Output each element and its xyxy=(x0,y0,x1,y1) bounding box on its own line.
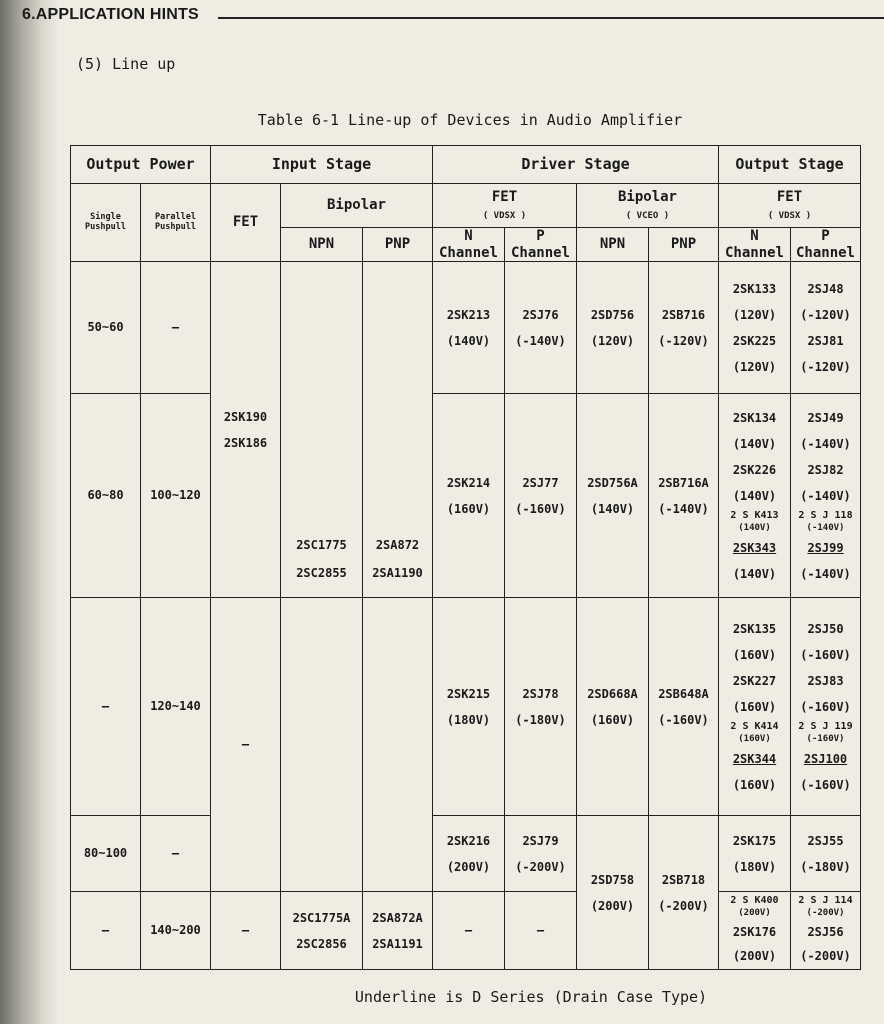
header-single-pushpull: Single Pushpull xyxy=(71,184,141,262)
header-input-npn: NPN xyxy=(281,228,363,262)
driver-npn-cell: 2SD756A (140V) xyxy=(577,394,649,598)
header-driver-npn: NPN xyxy=(577,228,649,262)
single-pushpull-cell: — xyxy=(71,598,141,816)
header-driver-bipolar-label: Bipolar xyxy=(617,189,677,206)
header-driver-stage: Driver Stage xyxy=(433,146,719,184)
parallel-pushpull-cell: 100~120 xyxy=(141,394,211,598)
single-pushpull-cell: 80~100 xyxy=(71,816,141,892)
header-driver-bipolar xyxy=(577,184,719,228)
header-driver-p-channel: P Channel xyxy=(505,228,577,262)
input-pnp-lower-empty xyxy=(363,598,433,892)
table-row xyxy=(71,262,861,394)
table-row xyxy=(71,394,861,598)
output-n-channel-cell: 2SK135 (160V) 2SK227 (160V) 2 S K414 (160V) 2SK344 (160V) xyxy=(719,598,791,816)
header-rule xyxy=(218,17,884,19)
table-row xyxy=(71,816,861,892)
output-p-channel-cell: 2 S J 114 (-200V) 2SJ56 (-200V) xyxy=(791,892,861,970)
input-npn-cell: 2SC1775A 2SC2856 xyxy=(281,892,363,970)
header-output-fet-sub: ( VDSX ) xyxy=(767,210,812,221)
output-n-channel-cell: 2SK133 (120V) 2SK225 (120V) xyxy=(719,262,791,394)
input-npn-lower-empty xyxy=(281,598,363,892)
header-input-fet: FET xyxy=(211,184,281,262)
table-row xyxy=(71,598,861,816)
table-row xyxy=(71,892,861,970)
single-pushpull-cell: — xyxy=(71,892,141,970)
header-output-fet-label: FET xyxy=(776,189,803,206)
header-output-p-channel: P Channel xyxy=(791,228,861,262)
section-title: (5) Line up xyxy=(76,55,176,73)
single-pushpull-cell: 50~60 xyxy=(71,262,141,394)
input-fet-lower-cell: — xyxy=(211,598,281,892)
parallel-pushpull-cell: — xyxy=(141,262,211,394)
output-p-channel-cell: 2SJ50 (-160V) 2SJ83 (-160V) 2 S J 119 (-160V) 2SJ100 (-160V) xyxy=(791,598,861,816)
parallel-pushpull-cell: 120~140 xyxy=(141,598,211,816)
driver-pnp-cell: 2SB716A (-140V) xyxy=(649,394,719,598)
output-p-channel-cell: 2SJ48 (-120V) 2SJ81 (-120V) xyxy=(791,262,861,394)
header-driver-fet-sub: ( VDSX ) xyxy=(482,210,527,221)
output-p-channel-cell: 2SJ49 (-140V) 2SJ82 (-140V) 2 S J 118 (-140V) 2SJ99 (-140V) xyxy=(791,394,861,598)
driver-pnp-lower-cell: 2SB718 (-200V) xyxy=(649,816,719,970)
driver-n-channel-cell: — xyxy=(433,892,505,970)
header-output-stage: Output Stage xyxy=(719,146,861,184)
book-binding-shadow xyxy=(0,0,60,1024)
driver-p-channel-cell: 2SJ76 (-140V) xyxy=(505,262,577,394)
header-output-fet xyxy=(719,184,861,228)
header-input-bipolar: Bipolar xyxy=(281,184,433,228)
driver-p-channel-cell: 2SJ77 (-160V) xyxy=(505,394,577,598)
header-parallel-pushpull: Parallel Pushpull xyxy=(141,184,211,262)
table-footnote: Underline is D Series (Drain Case Type) xyxy=(354,988,708,1006)
header-driver-pnp: PNP xyxy=(649,228,719,262)
driver-npn-lower-cell: 2SD758 (200V) xyxy=(577,816,649,970)
header-output-power: Output Power xyxy=(71,146,211,184)
header-output-n-channel: N Channel xyxy=(719,228,791,262)
driver-p-channel-cell: — xyxy=(505,892,577,970)
header-input-stage: Input Stage xyxy=(211,146,433,184)
header-driver-fet xyxy=(433,184,577,228)
header-driver-bipolar-sub: ( VCEO ) xyxy=(625,210,670,221)
parallel-pushpull-cell: — xyxy=(141,816,211,892)
driver-n-channel-cell: 2SK214 (160V) xyxy=(433,394,505,598)
driver-n-channel-cell: 2SK213 (140V) xyxy=(433,262,505,394)
header-input-pnp: PNP xyxy=(363,228,433,262)
header-driver-fet-label: FET xyxy=(491,189,518,206)
driver-n-channel-cell: 2SK216 (200V) xyxy=(433,816,505,892)
driver-pnp-cell: 2SB716 (-120V) xyxy=(649,262,719,394)
table-title: Table 6-1 Line-up of Devices in Audio Amplifier xyxy=(257,111,683,129)
driver-npn-cell: 2SD668A (160V) xyxy=(577,598,649,816)
driver-pnp-cell: 2SB648A (-160V) xyxy=(649,598,719,816)
parallel-pushpull-cell: 140~200 xyxy=(141,892,211,970)
driver-p-channel-cell: 2SJ79 (-200V) xyxy=(505,816,577,892)
input-fet-cell: — xyxy=(211,892,281,970)
chapter-header-title: 6.APPLICATION HINTS xyxy=(22,6,199,23)
driver-n-channel-cell: 2SK215 (180V) xyxy=(433,598,505,816)
output-n-channel-cell: 2SK134 (140V) 2SK226 (140V) 2 S K413 (140V) 2SK343 (140V) xyxy=(719,394,791,598)
output-n-channel-cell: 2SK175 (180V) xyxy=(719,816,791,892)
device-lineup-table xyxy=(70,145,861,970)
input-pnp-cell: 2SA872A 2SA1191 xyxy=(363,892,433,970)
output-p-channel-cell: 2SJ55 (-180V) xyxy=(791,816,861,892)
output-n-channel-cell: 2 S K400 (200V) 2SK176 (200V) xyxy=(719,892,791,970)
header-driver-n-channel: N Channel xyxy=(433,228,505,262)
driver-npn-cell: 2SD756 (120V) xyxy=(577,262,649,394)
input-npn-upper-cell: 2SC1775 2SC2855 xyxy=(281,262,363,598)
input-pnp-upper-cell: 2SA872 2SA1190 xyxy=(363,262,433,598)
input-fet-upper-cell: 2SK190 2SK186 xyxy=(211,262,281,598)
single-pushpull-cell: 60~80 xyxy=(71,394,141,598)
driver-p-channel-cell: 2SJ78 (-180V) xyxy=(505,598,577,816)
